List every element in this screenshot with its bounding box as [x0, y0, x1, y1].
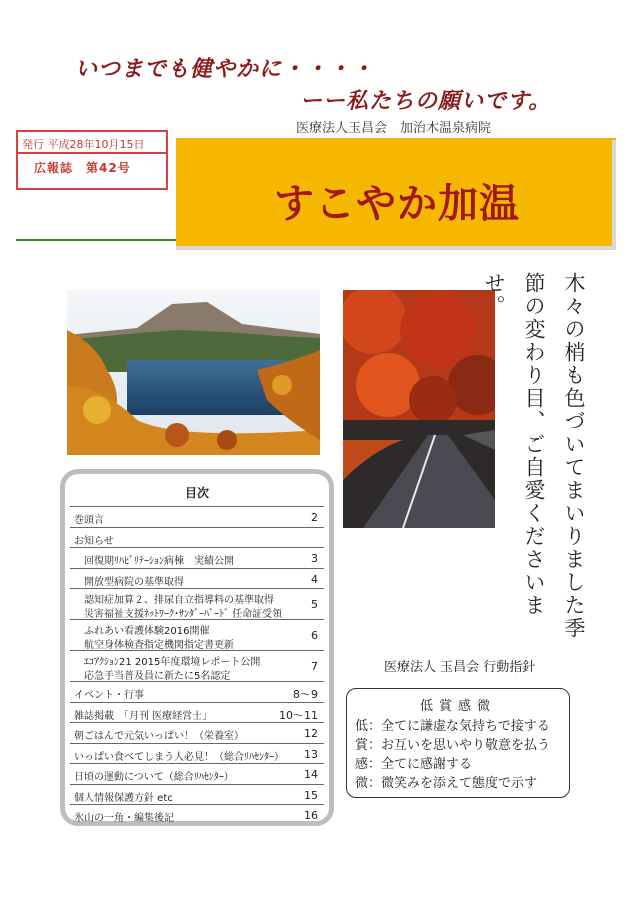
toc-row-page: 10～11	[279, 708, 318, 722]
autumn-lake-photo	[67, 290, 320, 455]
toc-row-page: 8～9	[293, 688, 318, 701]
toc-row	[70, 743, 324, 764]
toc-row-page: 15	[304, 788, 318, 802]
autumn-road-photo	[343, 290, 495, 528]
toc-row	[70, 619, 324, 650]
toc-row-label: 個人情報保護方針 etc	[74, 792, 173, 804]
org-name: 医療法人玉昌会 加治木温泉病院	[296, 121, 492, 136]
seasonal-message: 木々の梢も色づいてまいりました季節の変わり目、ご自愛くださいませ。	[482, 272, 586, 640]
toc-row	[70, 763, 324, 784]
toc-row-page: 4	[311, 572, 318, 586]
toc-row	[70, 702, 324, 723]
toc-row-label-2: 応急手当普及員に新たに5名認定	[84, 671, 231, 682]
issue-info-box	[16, 130, 168, 190]
toc-row-label: 雑誌掲載 「月刊 医療経営士」	[74, 710, 213, 722]
motto-caption: 医療法人 玉昌会 行動指針	[384, 660, 536, 675]
toc-row-page: 13	[304, 747, 318, 761]
toc-row-label-2: 災害福祉支援ﾈｯﾄﾜｰｸ･ｻﾝﾀﾞｰﾊﾞｰﾄﾞ 任命証受領	[84, 609, 283, 620]
motto-title: 低賞感微	[419, 699, 496, 714]
motto-line: 低：全てに謙虚な気持ちで接する	[355, 719, 550, 734]
table-of-contents	[60, 469, 334, 826]
issue-date: 発行 平成28年10月15日	[22, 138, 145, 151]
motto-line: 賞：お互いを思いやり敬意を払う	[355, 738, 551, 753]
toc-row	[70, 804, 324, 825]
toc-row	[70, 506, 324, 527]
toc-row-label: いっぱい食べてしまう人必見！（総合ﾘﾊｾﾝﾀｰ）	[74, 751, 284, 763]
toc-row-label: 開放型病院の基準取得	[84, 576, 184, 588]
motto-line: 感：全てに感謝する	[355, 757, 473, 772]
toc-row	[70, 547, 324, 568]
masthead-banner	[176, 140, 616, 250]
toc-row-label-2: 航空身体検査指定機関指定書更新	[84, 640, 234, 651]
toc-row-page: 6	[311, 629, 318, 642]
toc-row	[70, 568, 324, 589]
toc-row-label: ｴｺｱｸｼｮﾝ21 2015年度環境レポート公開	[84, 657, 261, 668]
issue-number: 広報誌 第42号	[34, 161, 131, 175]
toc-row	[70, 681, 324, 702]
toc-row-page: 12	[304, 727, 318, 740]
toc-row	[70, 588, 324, 619]
motto-box	[346, 688, 570, 798]
toc-row-page: 5	[311, 598, 318, 611]
slogan-line-2: ーー私たちの願いです。	[300, 89, 552, 114]
toc-row-label: 回復期ﾘﾊﾋﾞﾘﾃｰｼｮﾝ病棟 実績公開	[84, 556, 234, 567]
toc-row-page: 14	[304, 768, 318, 781]
toc-row-page: 3	[311, 552, 318, 565]
toc-row-page: 2	[311, 511, 318, 524]
toc-row-label: 日頃の運動について（総合ﾘﾊｾﾝﾀｰ）	[74, 772, 234, 783]
toc-row-label: 認知症加算２、排尿自立指導料の基準取得	[84, 595, 274, 606]
toc-row-label: 氷山の一角・編集後記	[74, 813, 174, 824]
slogan-line-1: いつまでも健やかに・・・・	[75, 57, 375, 82]
toc-row-label: イベント・行事	[74, 690, 144, 701]
toc-row-label: ふれあい看護体験2016開催	[84, 626, 210, 637]
toc-row-page: 16	[304, 809, 318, 822]
masthead-title: すこやか加温	[274, 181, 520, 227]
issue-divider	[18, 152, 166, 154]
toc-title: 目次	[184, 486, 209, 500]
toc-row-label: 巻頭言	[74, 515, 104, 526]
org-header	[176, 112, 616, 140]
toc-row	[70, 784, 324, 805]
toc-row-page: 7	[311, 660, 318, 673]
toc-row-label: お知らせ	[74, 535, 114, 547]
toc-row-label: 朝ごはんで元気いっぱい！（栄養室）	[74, 731, 244, 742]
toc-table	[70, 506, 324, 825]
motto-line: 微：微笑みを添えて態度で示す	[355, 776, 538, 791]
green-divider	[16, 239, 176, 241]
toc-row	[70, 650, 324, 681]
toc-row	[70, 722, 324, 743]
toc-row	[70, 527, 324, 548]
